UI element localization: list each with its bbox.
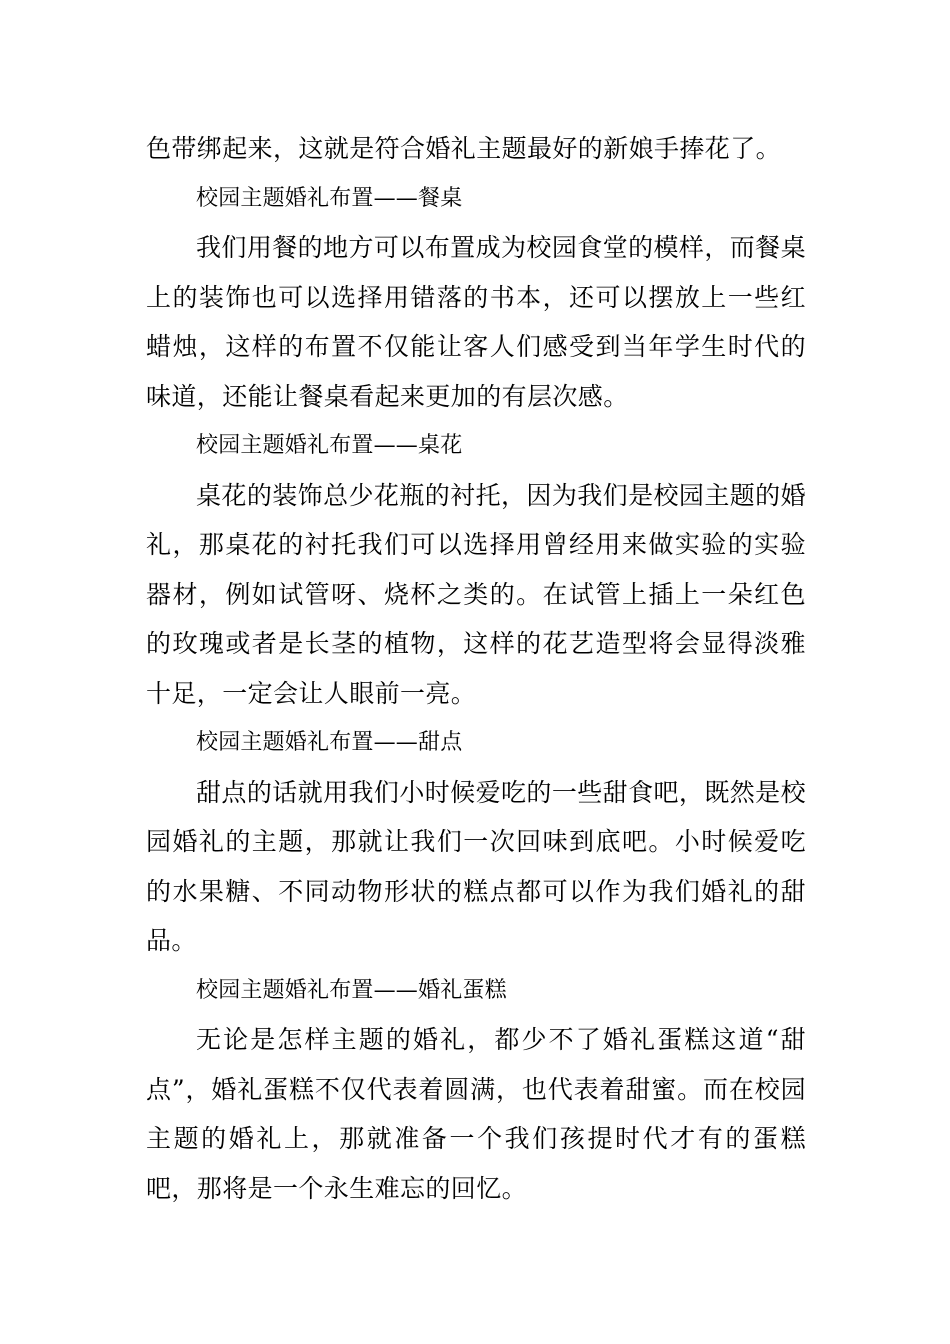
paragraph-desserts: 甜点的话就用我们小时候爱吃的一些甜食吧，既然是校园婚礼的主题，那就让我们一次回味到底吧。小时候爱吃的水果糖、不同动物形状的糕点都可以作为我们婚礼的甜品。 (146, 777, 806, 955)
paragraph-dining-table: 我们用餐的地方可以布置成为校园食堂的模样，而餐桌上的装饰也可以选择用错落的书本，还可以摆放上一些红蜡烛，这样的布置不仅能让客人们感受到当年学生时代的味道，还能让餐桌看起来更加的有层次感。 (146, 233, 806, 411)
paragraph-wedding-cake: 无论是怎样主题的婚礼，都少不了婚礼蛋糕这道“甜点”，婚礼蛋糕不仅代表着圆满，也代表着甜蜜。而在校园主题的婚礼上，那就准备一个我们孩提时代才有的蛋糕吧，那将是一个永生难忘的回忆。 (146, 1025, 806, 1203)
paragraph-table-flowers: 桌花的装饰总少花瓶的衬托，因为我们是校园主题的婚礼，那桌花的衬托我们可以选择用曾经用来做实验的实验器材，例如试管呀、烧杯之类的。在试管上插上一朵红色的玫瑰或者是长茎的植物，这样的花艺造型将会显得淡雅十足，一定会让人眼前一亮。 (146, 480, 806, 708)
section-heading-table-flowers: 校园主题婚礼布置——桌花 (196, 433, 463, 458)
section-heading-desserts: 校园主题婚礼布置——甜点 (196, 730, 463, 755)
paragraph-bouquet-end: 色带绑起来，这就是符合婚礼主题最好的新娘手捧花了。 (146, 134, 782, 163)
section-heading-dining-table: 校园主题婚礼布置——餐桌 (196, 185, 463, 211)
section-heading-wedding-cake: 校园主题婚礼布置——婚礼蛋糕 (196, 977, 507, 1003)
document-page (146, 124, 806, 1213)
